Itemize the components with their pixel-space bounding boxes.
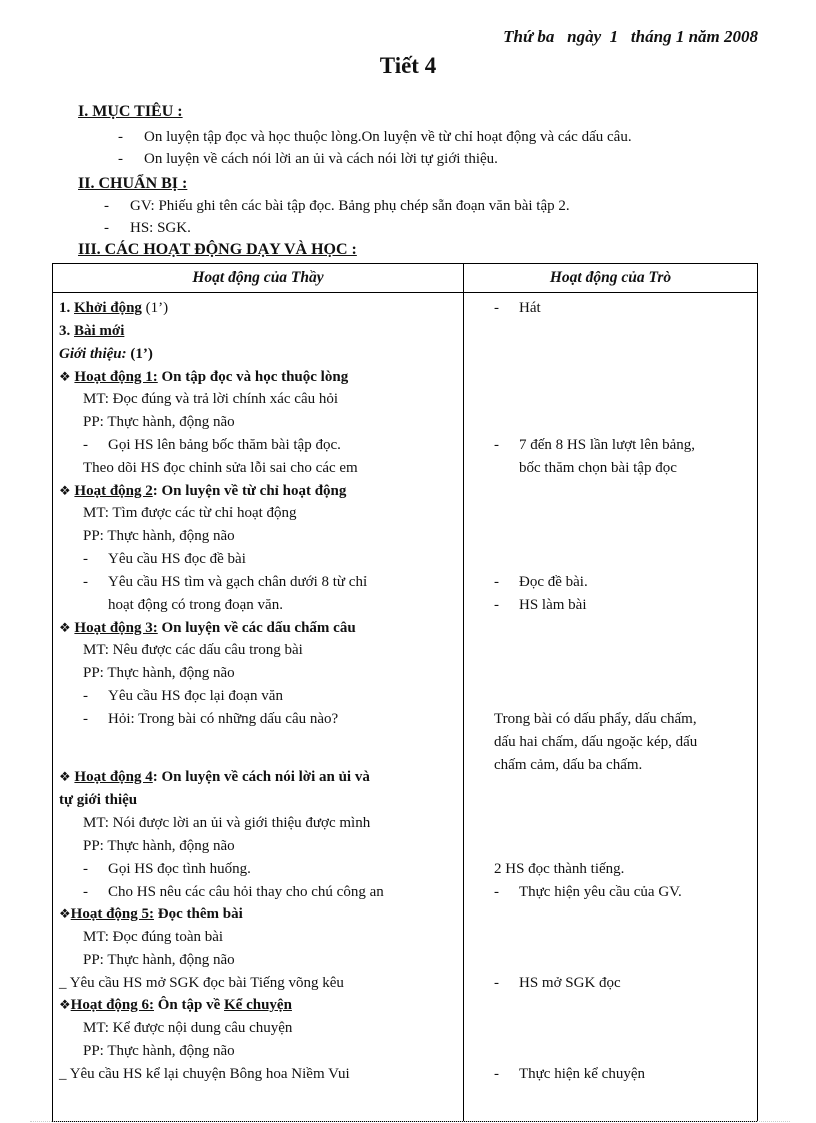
- diamond-bullet-icon: ❖: [59, 620, 71, 635]
- student-response: Trong bài có dấu phẩy, dấu chấm,: [494, 711, 697, 727]
- student-response-cont: chấm cảm, dấu ba chấm.: [494, 757, 643, 773]
- activity-4-goal: MT: Nói được lời an ủi và giới thiệu được mình: [83, 815, 371, 831]
- activity-1-step: Theo dõi HS đọc chỉnh sửa lỗi sai cho các em: [83, 460, 358, 476]
- activity-4-heading-cont: tự giới thiệu: [59, 792, 138, 808]
- activity-1-method: PP: Thực hành, động não: [83, 414, 235, 430]
- diamond-bullet-icon: ❖: [59, 769, 71, 784]
- activity-2-goal: MT: Tìm được các từ chỉ hoạt động: [83, 505, 297, 521]
- activity-6-step: _ Yêu cầu HS kể lại chuyện Bông hoa Niềm Vui: [59, 1066, 350, 1082]
- diamond-bullet-icon: ❖: [59, 997, 71, 1012]
- diamond-bullet-icon: ❖: [59, 369, 71, 384]
- student-response-cont: dấu hai chấm, dấu ngoặc kép, dấu: [494, 734, 698, 750]
- activity-1-goal: MT: Đọc đúng và trả lời chính xác câu hỏi: [83, 391, 339, 407]
- activity-1-step: - Gọi HS lên bảng bốc thăm bài tập đọc.: [83, 437, 341, 453]
- activity-2-step: - Yêu cầu HS đọc đề bài: [83, 551, 246, 567]
- activity-6-heading: ❖Hoạt động 6: Ôn tập về Kể chuyện: [59, 997, 292, 1013]
- preparation-item: - GV: Phiếu ghi tên các bài tập đọc. Bảng phụ chép sẵn đoạn văn bài tập 2.: [104, 198, 570, 214]
- section-activities-heading: III. CÁC HOẠT ĐỘNG DẠY VÀ HỌC :: [78, 241, 357, 258]
- section-preparation-heading: II. CHUẨN BỊ :: [78, 175, 188, 192]
- activity-2-step: - Yêu cầu HS tìm và gạch chân dưới 8 từ chỉ: [83, 574, 368, 590]
- activity-6-method: PP: Thực hành, động não: [83, 1043, 235, 1059]
- student-column-header: Hoạt động của Trò: [464, 264, 758, 293]
- activities-table: [52, 263, 758, 1122]
- student-response-cont: bốc thăm chọn bài tập đọc: [519, 460, 677, 476]
- objective-item: - On luyện tập đọc và học thuộc lòng.On luyện về từ chỉ hoạt động và các dấu câu.: [118, 129, 632, 145]
- activity-3-method: PP: Thực hành, động não: [83, 665, 235, 681]
- activity-2-method: PP: Thực hành, động não: [83, 528, 235, 544]
- activity-4-step: - Cho HS nêu các câu hỏi thay cho chú công an: [83, 884, 384, 900]
- activity-5-step: _ Yêu cầu HS mở SGK đọc bài Tiếng võng kêu: [59, 975, 344, 991]
- activity-5-heading: ❖Hoạt động 5: Đọc thêm bài: [59, 906, 243, 922]
- activity-5-goal: MT: Đọc đúng toàn bài: [83, 929, 224, 945]
- student-response: - Đọc đề bài.: [494, 574, 588, 590]
- preparation-item: - HS: SGK.: [104, 220, 191, 236]
- activity-6-goal: MT: Kể được nội dung câu chuyện: [83, 1020, 293, 1036]
- lesson-title: Tiết 4: [379, 53, 437, 78]
- activity-2-step-cont: hoạt động có trong đoạn văn.: [108, 597, 283, 613]
- student-response: 2 HS đọc thành tiếng.: [494, 861, 625, 877]
- student-response: - 7 đến 8 HS lần lượt lên bảng,: [494, 437, 696, 453]
- page-bottom-divider: [30, 1121, 790, 1122]
- diamond-bullet-icon: ❖: [59, 906, 71, 921]
- activity-3-step: - Yêu cầu HS đọc lại đoạn văn: [83, 688, 283, 704]
- activity-5-method: PP: Thực hành, động não: [83, 952, 235, 968]
- activity-4-step: - Gọi HS đọc tình huống.: [83, 861, 251, 877]
- student-response: - HS mở SGK đọc: [494, 975, 621, 991]
- student-activities-cell: [464, 293, 757, 1121]
- activity-2-heading: ❖ Hoạt động 2: On luyện về từ chỉ hoạt động: [59, 483, 347, 499]
- new-lesson-line: 3. Bài mới: [59, 323, 125, 339]
- student-response: - Thực hiện yêu cầu của GV.: [494, 884, 682, 900]
- diamond-bullet-icon: ❖: [59, 483, 71, 498]
- warmup-line: 1. Khởi động (1’): [59, 300, 169, 316]
- activity-3-heading: ❖ Hoạt động 3: On luyện về các dấu chấm câu: [59, 620, 356, 636]
- student-response: - HS làm bài: [494, 597, 587, 613]
- lesson-date: Thứ ba ngày 1 tháng 1 năm 2008: [503, 27, 758, 46]
- teacher-activities-cell: [53, 293, 463, 1121]
- intro-line: Giới thiệu: (1’): [59, 346, 153, 362]
- section-objectives-heading: I. MỤC TIÊU :: [78, 103, 183, 120]
- student-response: - Hát: [494, 300, 541, 316]
- teacher-column-header: Hoạt động của Thầy: [53, 264, 464, 293]
- student-response: - Thực hiện kể chuyện: [494, 1066, 645, 1082]
- activity-1-heading: ❖ Hoạt động 1: On tập đọc và học thuộc lòng: [59, 369, 349, 385]
- objective-item: - On luyện về cách nói lời an ủi và cách nói lời tự giới thiệu.: [118, 151, 498, 167]
- activity-4-heading: ❖ Hoạt động 4: On luyện về cách nói lời an ủi và: [59, 769, 370, 785]
- activity-3-step: - Hỏi: Trong bài có những dấu câu nào?: [83, 711, 339, 727]
- activity-4-method: PP: Thực hành, động não: [83, 838, 235, 854]
- activity-3-goal: MT: Nêu được các dấu câu trong bài: [83, 642, 303, 658]
